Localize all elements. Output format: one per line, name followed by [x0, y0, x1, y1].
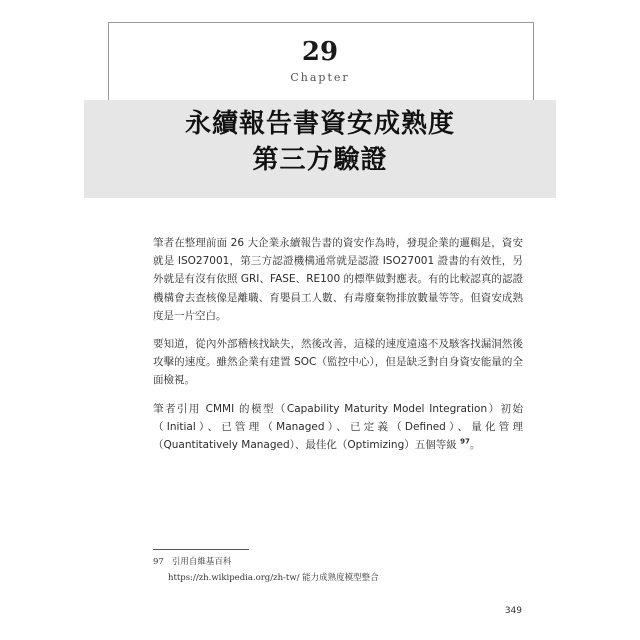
chapter-number: 29: [301, 37, 339, 67]
footnote-number: 97: [153, 557, 164, 567]
footnote: [153, 556, 533, 569]
footnote-text: 引用自維基百科: [171, 557, 232, 567]
paragraph-3-text: 筆者引用 CMMI 的模型（Capability Maturity Model Integration）初始（Initial）、已管理（Managed）、已定義（Defined）、量化管理（Quantitatively Managed）、最佳化（Optimizing）五個等級: [153, 402, 523, 452]
chapter-title-line-2: 第三方驗證: [252, 145, 388, 175]
paragraph-2: 要知道，從內外部稽核找缺失，然後改善，這樣的速度遠遠不及駭客找漏洞然後攻擊的速度。雖然企業有建置 SOC（監控中心），但是缺乏對自身資安能量的全面檢視。: [153, 338, 523, 387]
footnote-url[interactable]: https://zh.wikipedia.org/zh-tw/ 能力成熟度模型整合: [168, 573, 379, 583]
page-number: 349: [504, 606, 522, 616]
chapter-title-line-1: 永續報告書資安成熟度: [184, 109, 455, 139]
paragraph-1: 筆者在整理前面 26 大企業永續報告書的資安作為時，發現企業的邏輯是，資安就是 ISO27001，第三方認證機構通常就是認證 ISO27001 證書的有效性，另外就是有沒有依照 GRI、FASE、RE100 的標準做對應表。有的比較認真的認證機構會去查核像是離職、育嬰員工人數、有毒廢棄物排放數量等等。但資安成熟度是一片空白。: [153, 237, 523, 322]
paragraph-3: [153, 400, 523, 455]
paragraph-3-end: 。: [469, 439, 481, 452]
footnote-divider: [153, 549, 249, 550]
chapter-label: Chapter: [290, 71, 350, 84]
body-text: [153, 234, 523, 464]
footnote-reference[interactable]: 97: [460, 437, 470, 446]
